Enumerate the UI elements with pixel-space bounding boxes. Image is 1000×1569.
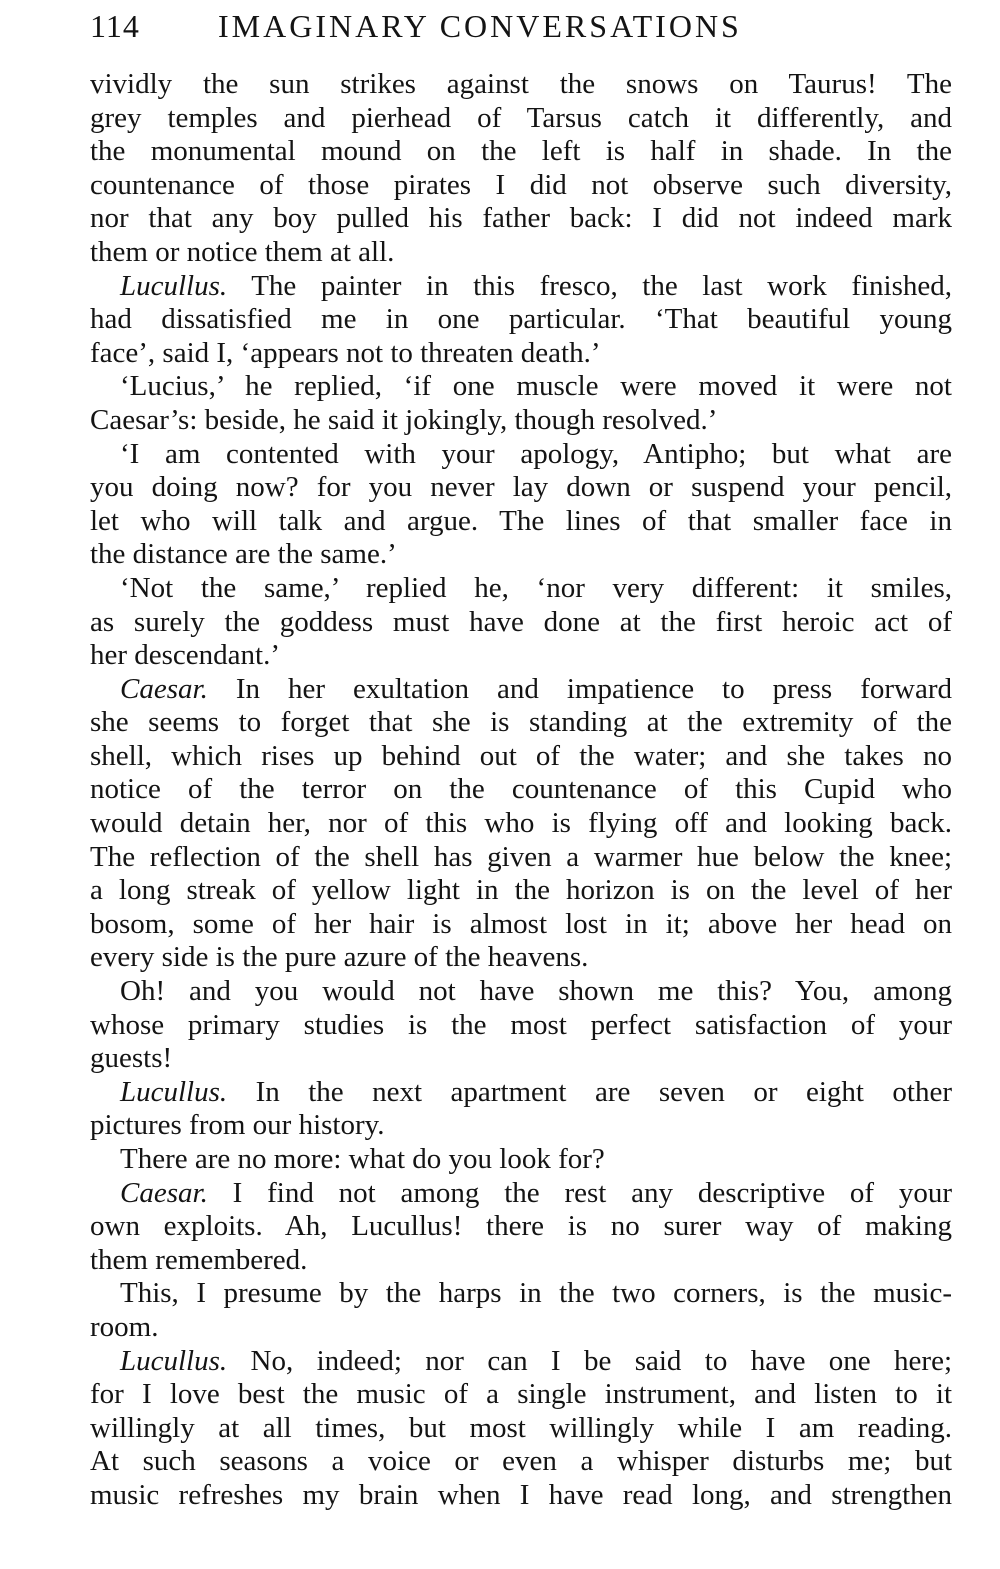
line-text: grey temples and pierhead of Tarsus catch it differently, and (90, 101, 952, 134)
line-text: every side is the pure azure of the heavens. (90, 941, 589, 974)
speaker-name: Caesar. (120, 1176, 208, 1209)
body-text (90, 68, 952, 1513)
line-text: There are no more: what do you look for? (120, 1143, 605, 1175)
text-line (90, 471, 952, 505)
text-line (90, 1009, 952, 1043)
line-text: them remembered. (90, 1243, 308, 1276)
text-line (90, 337, 952, 371)
text-line (90, 1210, 952, 1244)
line-text: shell, which rises up behind out of the water; and she takes no (90, 739, 952, 772)
line-text: vividly the sun strikes against the snows on Taurus! The (90, 68, 952, 100)
line-text: guests! (90, 1042, 173, 1075)
text-line (90, 1143, 952, 1177)
text-line (90, 773, 952, 807)
line-text: had dissatisfied me in one particular. ‘That beautiful young (90, 303, 952, 336)
text-line (90, 706, 952, 740)
text-line (90, 572, 952, 606)
line-text: No, indeed; nor can I be said to have one here; (227, 1344, 952, 1377)
text-line (90, 68, 952, 102)
line-text: The reflection of the shell has given a warmer hue below the knee; (90, 840, 952, 873)
line-text: countenance of those pirates I did not observe such diversity, (90, 168, 952, 201)
line-text: This, I presume by the harps in the two corners, is the music- (120, 1277, 952, 1310)
line-text: own exploits. Ah, Lucullus! there is no surer way of making (90, 1210, 952, 1243)
line-text: The painter in this fresco, the last work finished, (227, 269, 952, 302)
text-line (90, 1311, 952, 1345)
line-text: In her exultation and impatience to press forward (207, 672, 952, 705)
text-line (90, 673, 952, 707)
text-line (90, 538, 952, 572)
line-text: face’, said I, ‘appears not to threaten death.’ (90, 336, 601, 369)
text-line (90, 1378, 952, 1412)
speaker-name: Caesar. (120, 672, 208, 705)
line-text: the monumental mound on the left is half in shade. In the (90, 135, 952, 168)
line-text: let who will talk and argue. The lines of that smaller face in (90, 504, 952, 537)
text-line (90, 807, 952, 841)
page-header (90, 4, 950, 48)
line-text: room. (90, 1310, 159, 1343)
text-line (90, 270, 952, 304)
text-line (90, 404, 952, 438)
text-line (90, 202, 952, 236)
text-line (90, 169, 952, 203)
line-text: pictures from our history. (90, 1109, 385, 1142)
line-text: bosom, some of her hair is almost lost in it; above her head on (90, 907, 952, 940)
line-text: a long streak of yellow light in the horizon is on the level of her (90, 874, 952, 907)
line-text: At such seasons a voice or even a whisper disturbs me; but (90, 1445, 952, 1478)
speaker-name: Lucullus. (120, 1344, 228, 1377)
page-number: 114 (90, 8, 140, 44)
line-text: willingly at all times, but most willingly while I am reading. (90, 1411, 952, 1444)
text-line (90, 740, 952, 774)
line-text: ‘Lucius,’ he replied, ‘if one muscle were moved it were not (120, 370, 952, 403)
text-line (90, 1277, 952, 1311)
text-line (90, 639, 952, 673)
text-line (90, 1042, 952, 1076)
line-text: ‘I am contented with your apology, Antipho; but what are (120, 437, 952, 470)
line-text: notice of the terror on the countenance of this Cupid who (90, 773, 952, 806)
text-line (90, 606, 952, 640)
line-text: she seems to forget that she is standing at the extremity of the (90, 706, 952, 739)
text-line (90, 841, 952, 875)
text-line (90, 236, 952, 270)
text-line (90, 1345, 952, 1379)
line-text: I find not among the rest any descriptive of your (207, 1176, 952, 1209)
text-line (90, 1412, 952, 1446)
text-line (90, 135, 952, 169)
text-line (90, 303, 952, 337)
line-text: would detain her, nor of this who is flying off and looking back. (90, 807, 952, 840)
text-line (90, 1177, 952, 1211)
speaker-name: Lucullus. (120, 1075, 228, 1108)
text-line (90, 941, 952, 975)
text-line (90, 1244, 952, 1278)
line-text: you doing now? for you never lay down or suspend your pencil, (90, 471, 952, 504)
text-line (90, 908, 952, 942)
text-line (90, 1109, 952, 1143)
line-text: whose primary studies is the most perfect satisfaction of your (90, 1008, 952, 1041)
text-line (90, 505, 952, 539)
text-line (90, 1445, 952, 1479)
line-text: the distance are the same.’ (90, 538, 397, 571)
text-line (90, 370, 952, 404)
running-head: IMAGINARY CONVERSATIONS (218, 8, 742, 44)
line-text: them or notice them at all. (90, 235, 395, 268)
line-text: nor that any boy pulled his father back: I did not indeed mark (90, 202, 952, 235)
text-line (90, 102, 952, 136)
speaker-name: Lucullus. (120, 269, 228, 302)
line-text: as surely the goddess must have done at the first heroic act of (90, 605, 952, 638)
text-line (90, 874, 952, 908)
line-text: her descendant.’ (90, 639, 281, 672)
line-text: Caesar’s: beside, he said it jokingly, though resolved.’ (90, 403, 718, 436)
text-line (90, 975, 952, 1009)
text-line (90, 1076, 952, 1110)
line-text: for I love best the music of a single instrument, and listen to it (90, 1378, 952, 1411)
line-text: ‘Not the same,’ replied he, ‘nor very different: it smiles, (120, 571, 952, 604)
text-line (90, 438, 952, 472)
line-text: music refreshes my brain when I have read long, and strengthen (90, 1478, 952, 1511)
line-text: In the next apartment are seven or eight other (227, 1075, 952, 1108)
text-line (90, 1479, 952, 1513)
line-text: Oh! and you would not have shown me this? You, among (120, 975, 952, 1008)
